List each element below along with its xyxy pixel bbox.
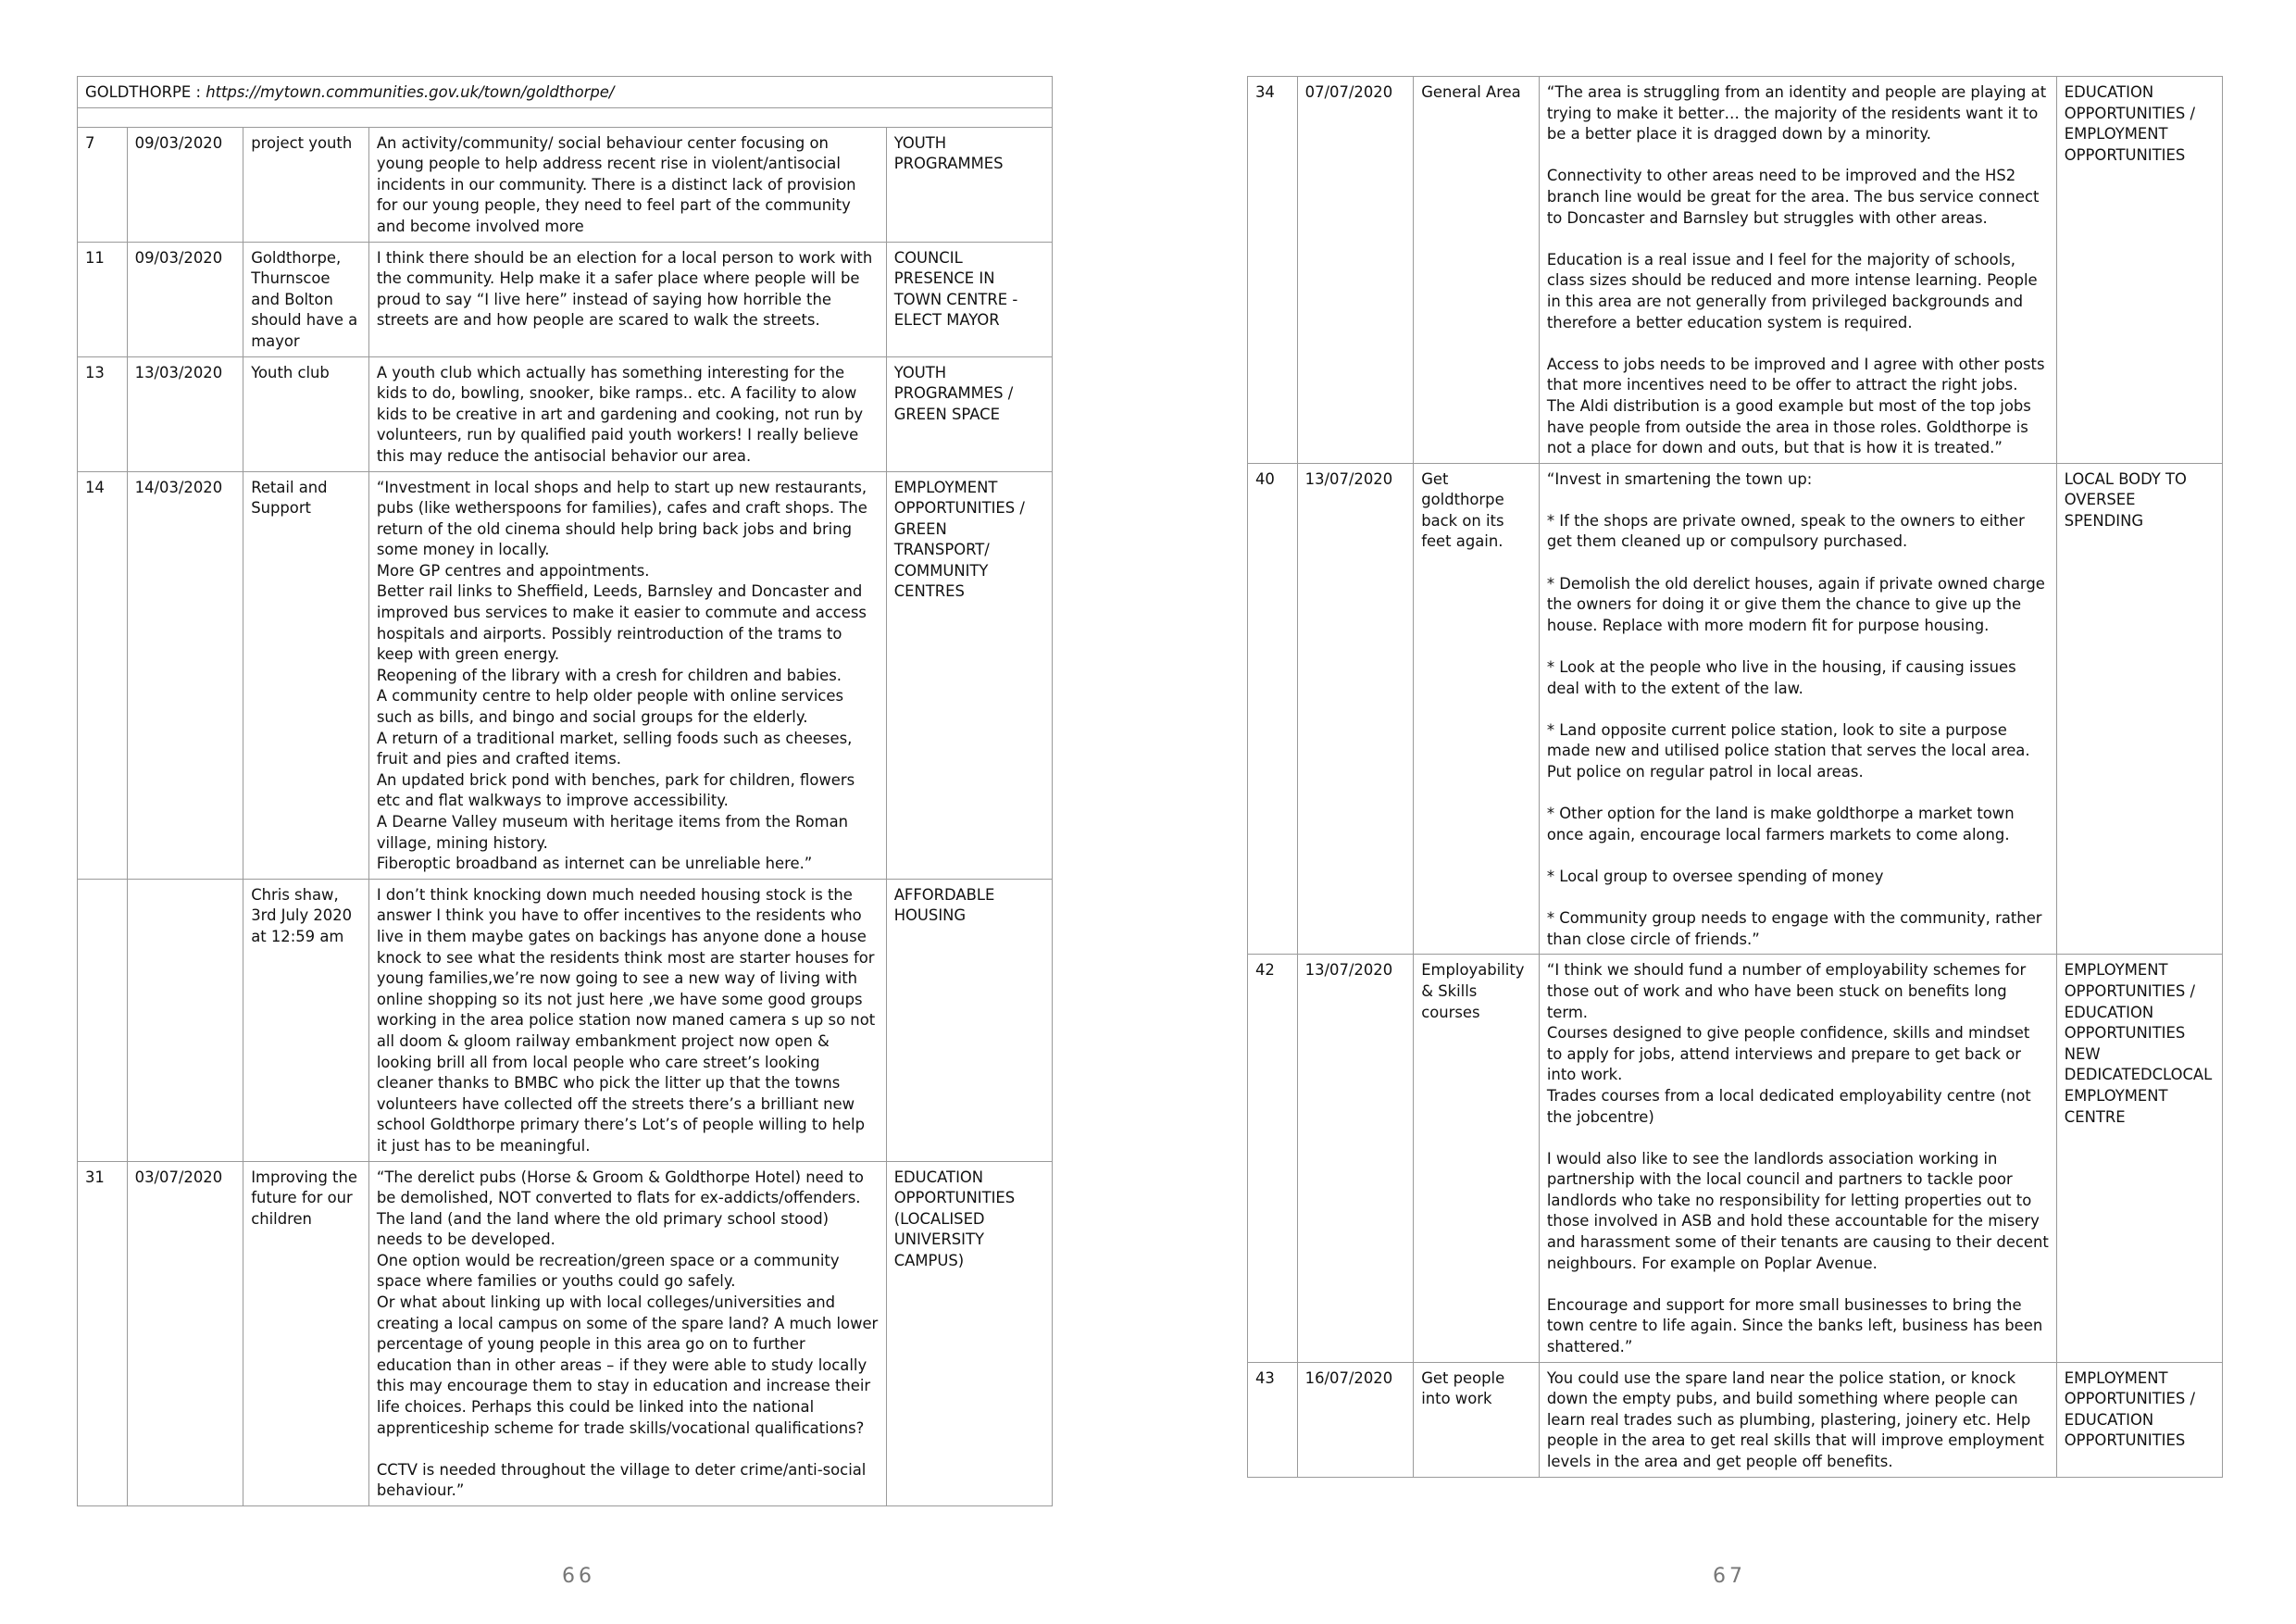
row-number: 13 — [78, 356, 128, 471]
row-comment: “The derelict pubs (Horse & Groom & Goldthorpe Hotel) need to be demolished, NOT converted to flats for ex-addicts/offenders. The land (and the land where the old primary school stood) needs to be developed. One option would be recreation/green space or a community space where families or youths could go safely. Or what about linking up with local colleges/universities and creating a local campus on some of the spare land? A much lower percentage of young people in this area go on to further education than in other areas – if they were able to study locally this may encourage them to stay in education and increase their life choices. Perhaps this could be linked into the national apprenticeship scheme for trade skills/vocational qualifications? CCTV is needed throughout the village to deter crime/anti-social behaviour.” — [368, 1161, 886, 1506]
right-page — [1148, 0, 2296, 1624]
row-number — [78, 879, 128, 1161]
row-category: YOUTH PROGRAMMES — [886, 127, 1052, 242]
row-comment: “Investment in local shops and help to start up new restaurants, pubs (like wetherspoons for families), cafes and craft shops. The return of the old cinema should help bring back jobs and bring some money in locally. More GP centres and appointments. Better rail links to Sheffield, Leeds, Barnsley and Doncaster and improved bus services to make it easier to commute and access hospitals and airports. Possibly reintroduction of the trams to keep with green energy. Reopening of the library with a cresh for children and babies. A community centre to help older people with online services such as bills, and bingo and social groups for the elderly. A return of a traditional market, selling foods such as cheeses, fruit and pies and crafted items. An updated brick pond with benches, park for children, flowers etc and flat walkways to improve accessibility. A Dearne Valley museum with heritage items from the Roman village, mining history. Fiberoptic broadband as internet can be unreliable here.” — [368, 471, 886, 879]
row-title: Goldthorpe, Thurnscoe and Bolton should have a mayor — [243, 242, 369, 356]
row-title: Improving the future for our children — [243, 1161, 369, 1506]
row-category: EDUCATION OPPORTUNITIES / EMPLOYMENT OPPORTUNITIES — [2056, 77, 2222, 464]
page-number-right: 67 — [1713, 1565, 1746, 1588]
row-date: 03/07/2020 — [127, 1161, 243, 1506]
row-comment: You could use the spare land near the police station, or knock down the empty pubs, and build something where people can learn real trades such as plumbing, plastering, joinery etc. Help people in the area to get real skills that will improve employment levels in the area and get people off benefits. — [1539, 1362, 2056, 1477]
page-number-left: 66 — [562, 1565, 595, 1588]
row-title: Chris shaw, 3rd July 2020 at 12:59 am — [243, 879, 369, 1161]
row-title: project youth — [243, 127, 369, 242]
table-row — [1248, 463, 2223, 955]
row-number: 43 — [1248, 1362, 1298, 1477]
row-date — [127, 879, 243, 1161]
row-category: LOCAL BODY TO OVERSEE SPENDING — [2056, 463, 2222, 955]
row-date: 09/03/2020 — [127, 127, 243, 242]
row-number: 14 — [78, 471, 128, 879]
consultation-table-left — [77, 76, 1053, 1506]
town-name: GOLDTHORPE — [85, 83, 192, 101]
row-date: 13/03/2020 — [127, 356, 243, 471]
row-category: AFFORDABLE HOUSING — [886, 879, 1052, 1161]
row-category: COUNCIL PRESENCE IN TOWN CENTRE - ELECT MAYOR — [886, 242, 1052, 356]
table-row — [1248, 77, 2223, 464]
table-row — [78, 242, 1053, 356]
row-date: 13/07/2020 — [1297, 463, 1414, 955]
row-comment: A youth club which actually has something interesting for the kids to do, bowling, snooker, bike ramps.. etc. A facility to alow kids to be creative in art and gardening and cooking, not run by volunteers, run by qualified paid youth workers! I really believe this may reduce the antisocial behavior our area. — [368, 356, 886, 471]
row-category: EMPLOYMENT OPPORTUNITIES / GREEN TRANSPORT/ COMMUNITY CENTRES — [886, 471, 1052, 879]
spacer-row — [78, 107, 1053, 127]
table-row — [78, 879, 1053, 1161]
row-comment: An activity/community/ social behaviour center focusing on young people to help address recent rise in violent/antisocial incidents in our community. There is a distinct lack of provision for our young people, they need to feel part of the community and become involved more — [368, 127, 886, 242]
table-row — [1248, 955, 2223, 1362]
table-row — [1248, 1362, 2223, 1477]
row-comment: “The area is struggling from an identity and people are playing at trying to make it better… the majority of the residents want it to be a better place it is dragged down by a minority. Connectivity to other areas need to be improved and the HS2 branch line would be great for the area. The bus service connect to Doncaster and Barnsley but struggles with other areas. Education is a real issue and I feel for the majority of schools, class sizes should be reduced and more intense learning. People in this area are not generally from privileged backgrounds and therefore a better education system is required. Access to jobs needs to be improved and I agree with other posts that more incentives need to be offer to attract the right jobs. The Aldi distribution is a good example but most of the top jobs have people from outside the area in those roles. Goldthorpe is not a place for down and outs, but that is how it is treated.” — [1539, 77, 2056, 464]
row-category: YOUTH PROGRAMMES / GREEN SPACE — [886, 356, 1052, 471]
row-title: General Area — [1414, 77, 1540, 464]
row-title: Employability & Skills courses — [1414, 955, 1540, 1362]
header-separator: : — [191, 83, 206, 101]
row-number: 42 — [1248, 955, 1298, 1362]
row-category: EMPLOYMENT OPPORTUNITIES / EDUCATION OPPORTUNITIES NEW DEDICATEDCLOCAL EMPLOYMENT CENTRE — [2056, 955, 2222, 1362]
town-header — [78, 77, 1053, 108]
row-category: EDUCATION OPPORTUNITIES (LOCALISED UNIVERSITY CAMPUS) — [886, 1161, 1052, 1506]
row-comment: I don’t think knocking down much needed housing stock is the answer I think you have to offer incentives to the residents who live in them maybe gates on backings has anyone done a house knock to see what the residents think most are starter houses for young families,we’re now going to see a new way of living with online shopping so its not just here ,we have some good groups working in the area police station now maned camera s up so not all doom & gloom railway embankment project now open & looking brill all from local people who care street’s looking cleaner thanks to BMBC who pick the litter up that the towns volunteers have collected off the streets there’s a brilliant new school Goldthorpe primary there’s Lot’s of people willing to help it just has to be meaningful. — [368, 879, 886, 1161]
row-date: 09/03/2020 — [127, 242, 243, 356]
row-date: 14/03/2020 — [127, 471, 243, 879]
row-category: EMPLOYMENT OPPORTUNITIES / EDUCATION OPPORTUNITIES — [2056, 1362, 2222, 1477]
row-number: 11 — [78, 242, 128, 356]
row-title: Youth club — [243, 356, 369, 471]
row-number: 31 — [78, 1161, 128, 1506]
town-url-link[interactable]: https://mytown.communities.gov.uk/town/goldthorpe/ — [206, 83, 615, 101]
row-date: 13/07/2020 — [1297, 955, 1414, 1362]
row-number: 40 — [1248, 463, 1298, 955]
row-title: Get people into work — [1414, 1362, 1540, 1477]
row-comment: “I think we should fund a number of employability schemes for those out of work and who have been stuck on benefits long term. Courses designed to give people confidence, skills and mindset to apply for jobs, attend interviews and prepare to get back or into work. Trades courses from a local dedicated employability centre (not the jobcentre) I would also like to see the landlords association working in partnership with the local council and partners to tackle poor landlords who take no responsibility for letting properties out to those involved in ASB and hold these accountable for the misery and harassment some of their tenants are causing to their decent neighbours. For example on Poplar Avenue. Encourage and support for more small businesses to bring the town centre to life again. Since the banks left, business has been shattered.” — [1539, 955, 2056, 1362]
table-row — [78, 1161, 1053, 1506]
row-comment: I think there should be an election for a local person to work with the community. Help make it a safer place where people will be proud to say “I live here” instead of saying how horrible the streets are and how people are scared to walk the streets. — [368, 242, 886, 356]
table-row — [78, 356, 1053, 471]
row-number: 34 — [1248, 77, 1298, 464]
table-row — [78, 127, 1053, 242]
table-row — [78, 471, 1053, 879]
row-comment: “Invest in smartening the town up: * If the shops are private owned, speak to the owners to either get them cleaned up or compulsory purchased. * Demolish the old derelict houses, again if private owned charge the owners for doing it or give them the chance to give up the house. Replace with more modern fit for purpose housing. * Look at the people who live in the housing, if causing issues deal with to the extent of the law. * Land opposite current police station, look to site a purpose made new and utilised police station that serves the local area. Put police on regular patrol in local areas. * Other option for the land is make goldthorpe a market town once again, encourage local farmers markets to come along. * Local group to oversee spending of money * Community group needs to engage with the community, rather than close circle of friends.” — [1539, 463, 2056, 955]
table-header-row — [78, 77, 1053, 108]
consultation-table-right — [1247, 76, 2223, 1478]
row-title: Retail and Support — [243, 471, 369, 879]
row-date: 16/07/2020 — [1297, 1362, 1414, 1477]
row-title: Get goldthorpe back on its feet again. — [1414, 463, 1540, 955]
row-date: 07/07/2020 — [1297, 77, 1414, 464]
row-number: 7 — [78, 127, 128, 242]
